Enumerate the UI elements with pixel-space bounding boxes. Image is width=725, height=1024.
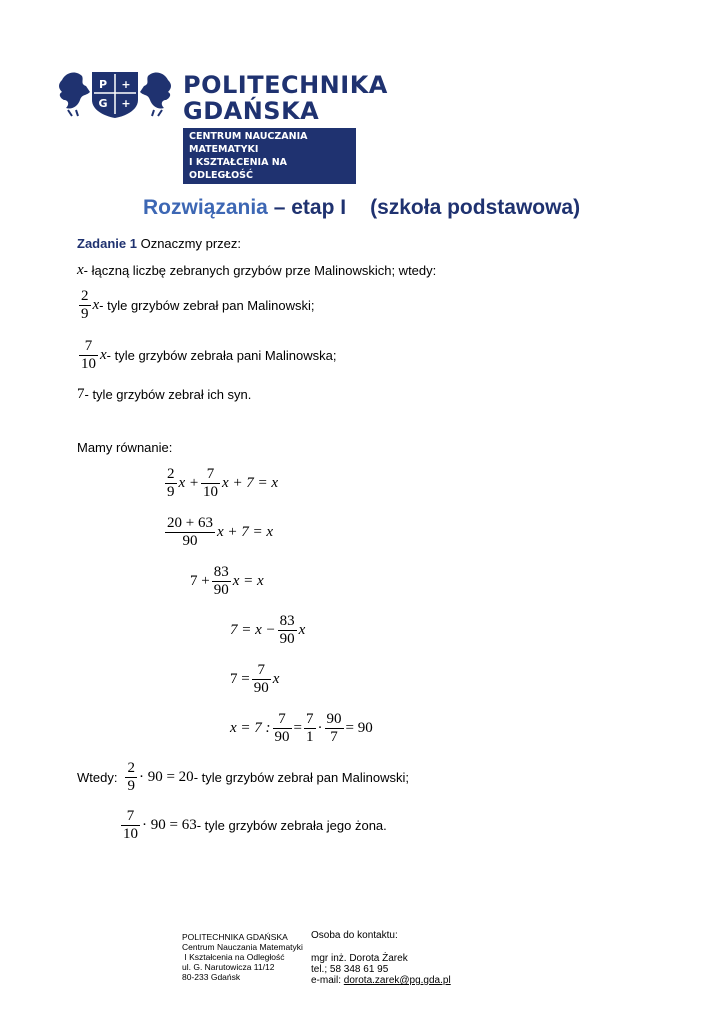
result-husband-expr: · 90 = 20 xyxy=(138,769,194,785)
fraction-numerator: 20 + 63 xyxy=(167,515,213,531)
equation-term: 7 + xyxy=(190,573,210,589)
fraction xyxy=(79,288,91,323)
footer-contact-name: mgr inż. Dorota Żarek xyxy=(311,953,408,964)
fraction xyxy=(165,466,177,501)
result-wife-expr: · 90 = 63 xyxy=(142,817,197,833)
fraction-numerator: 2 xyxy=(127,760,135,776)
fraction-numerator: 90 xyxy=(326,711,342,727)
title-part2: – etap I xyxy=(267,196,347,219)
university-logo xyxy=(56,66,388,181)
footer-email-label: e-mail: xyxy=(311,975,344,986)
equation-term: · xyxy=(317,720,323,736)
emblem-letter-p: P xyxy=(98,78,108,91)
fraction-numerator: 83 xyxy=(213,564,229,580)
equation-term: 7 = x − xyxy=(230,622,276,638)
equation-3 xyxy=(190,564,264,599)
equation-term: x + xyxy=(178,475,200,491)
fraction xyxy=(165,515,215,550)
footer-address-line: I Kształcenia na Odległość xyxy=(182,952,285,962)
result-husband xyxy=(77,760,409,795)
title-part1: Rozwiązania xyxy=(143,196,268,219)
task-intro-text: Oznaczmy przez: xyxy=(136,236,241,251)
fraction xyxy=(79,338,98,373)
definition-husband-var: x xyxy=(92,297,100,313)
fraction-numerator: 2 xyxy=(167,466,175,482)
university-name-line2: GDAŃSKA xyxy=(183,97,320,125)
definition-total-text: - łączną liczbę zebranych grzybów prze Malinowskich; wtedy: xyxy=(83,263,437,278)
equation-intro: Mamy równanie: xyxy=(77,440,173,455)
equation-term: 7 = xyxy=(230,671,250,687)
equation-term: = xyxy=(293,720,302,736)
equation-5 xyxy=(230,662,279,697)
fraction-denominator: 9 xyxy=(81,306,89,322)
fraction xyxy=(278,613,297,648)
fraction xyxy=(201,466,220,501)
equation-term: x xyxy=(272,671,280,687)
fraction-denominator: 10 xyxy=(203,484,219,500)
fraction-denominator: 1 xyxy=(306,729,314,745)
equation-term: x + 7 = x xyxy=(216,524,274,540)
fraction-denominator: 90 xyxy=(253,680,269,696)
fraction-numerator: 7 xyxy=(79,338,98,356)
fraction-numerator: 7 xyxy=(252,662,271,680)
fraction-numerator: 83 xyxy=(279,613,295,629)
fraction-numerator: 7 xyxy=(201,466,220,484)
footer-address-line: Centrum Nauczania Matematyki xyxy=(182,942,303,952)
footer-email-link[interactable]: dorota.zarek@pg.gda.pl xyxy=(343,975,451,986)
equation-term: x + 7 = x xyxy=(222,475,279,491)
footer-address-line: ul. G. Narutowicza 11/12 xyxy=(182,962,275,972)
footer-address-line: 80-233 Gdańsk xyxy=(182,972,241,982)
equation-1 xyxy=(163,466,278,501)
title-part3: (szkoła podstawowa) xyxy=(370,196,581,219)
fraction-denominator: 90 xyxy=(213,582,229,598)
university-name xyxy=(183,72,388,124)
result-wife xyxy=(119,808,387,843)
footer-contact-title: Osoba do kontaktu: xyxy=(311,930,398,941)
fraction xyxy=(304,711,316,746)
emblem-cross-bottom: + xyxy=(121,97,131,110)
definition-wife xyxy=(77,338,336,373)
definition-total xyxy=(77,262,436,279)
fraction xyxy=(212,564,231,599)
footer-contact xyxy=(311,930,451,986)
definition-husband-text: - tyle grzybów zebrał pan Malinowski; xyxy=(99,298,315,313)
definition-total-var: x xyxy=(77,262,84,278)
equation-2 xyxy=(163,515,273,550)
centre-banner xyxy=(183,128,356,184)
definition-son-text: - tyle grzybów zebrał ich syn. xyxy=(84,387,252,402)
equation-term: x = x xyxy=(232,573,264,589)
footer-address xyxy=(182,932,303,982)
fraction-denominator: 10 xyxy=(81,356,96,372)
footer-contact-email xyxy=(311,975,451,986)
equation-term: = 90 xyxy=(345,720,373,736)
fraction-numerator: 2 xyxy=(81,288,89,304)
centre-banner-line2: I KSZTAŁCENIA NA ODLEGŁOŚĆ xyxy=(189,157,288,181)
task-label: Zadanie 1 xyxy=(77,236,137,251)
equation-4 xyxy=(230,613,305,648)
definition-wife-text: - tyle grzybów zebrała pani Malinowska; xyxy=(106,348,337,363)
university-name-line1: POLITECHNIKA xyxy=(183,71,388,99)
emblem-cross-top: + xyxy=(121,78,131,91)
equation-6 xyxy=(230,711,373,746)
fraction xyxy=(252,662,271,697)
result-wife-text: - tyle grzybów zebrała jego żona. xyxy=(196,818,387,833)
emblem-letter-g: G xyxy=(98,97,108,110)
emblem-icon xyxy=(56,66,174,118)
result-husband-text: - tyle grzybów zebrał pan Malinowski; xyxy=(193,770,409,785)
definition-son-value: 7 xyxy=(77,386,85,402)
fraction-denominator: 9 xyxy=(127,778,135,794)
fraction xyxy=(121,808,140,843)
equation-term: x = 7 : xyxy=(230,720,271,736)
footer-address-line: POLITECHNIKA GDAŃSKA xyxy=(182,932,288,942)
fraction-denominator: 7 xyxy=(330,729,338,745)
fraction-denominator: 10 xyxy=(123,826,138,842)
fraction-denominator: 9 xyxy=(167,484,175,500)
definition-husband xyxy=(77,288,314,323)
fraction-numerator: 7 xyxy=(273,711,292,729)
page-title xyxy=(143,196,580,220)
footer-contact-tel: tel.; 58 348 61 95 xyxy=(311,964,389,975)
task-intro xyxy=(77,236,241,251)
definition-son xyxy=(77,386,251,403)
fraction xyxy=(273,711,292,746)
fraction-denominator: 90 xyxy=(279,631,295,647)
result-intro: Wtedy: xyxy=(77,770,118,785)
definition-wife-var: x xyxy=(100,347,107,363)
fraction xyxy=(125,760,137,795)
fraction-denominator: 90 xyxy=(182,533,198,549)
fraction xyxy=(325,711,344,746)
fraction-denominator: 90 xyxy=(274,729,290,745)
equation-term: x xyxy=(298,622,306,638)
centre-banner-line1: CENTRUM NAUCZANIA MATEMATYKI xyxy=(189,131,308,155)
fraction-numerator: 7 xyxy=(306,711,314,727)
fraction-numerator: 7 xyxy=(121,808,140,826)
